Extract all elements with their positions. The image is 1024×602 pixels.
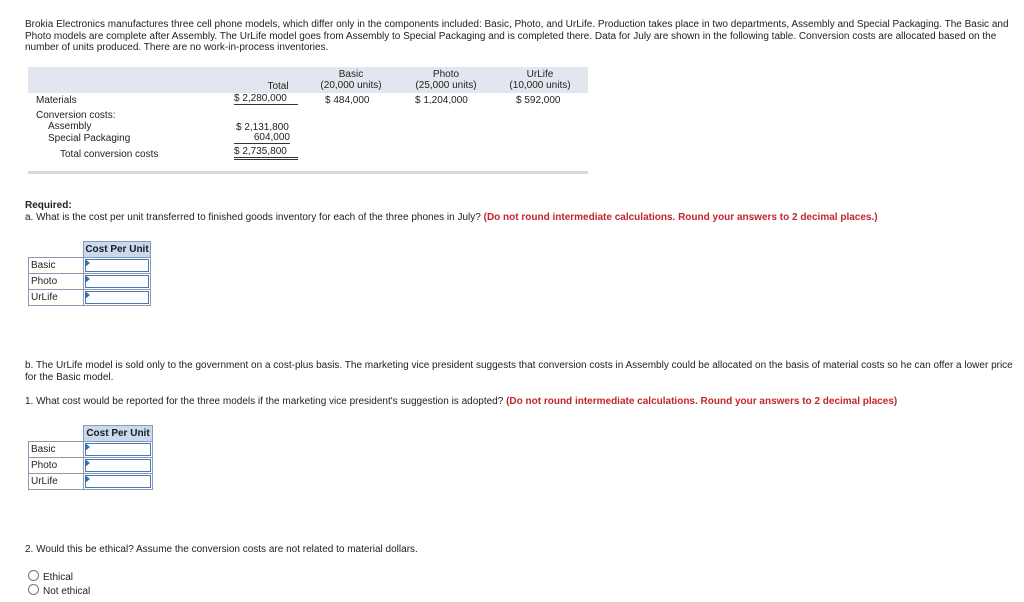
problem-intro: Brokia Electronics manufactures three cell phone models, which differ only in the components included: Basic, Photo, and UrLife. Production takes place in two departments, Assembly and Special Packaging. The Basic and Photo models are complete after Assembly. The UrLife model goes from Assembly to Special Packaging and is completed there. Data for July are shown in the following table. Conversion costs are allocated based on the number of units produced. There are no work-in-process inventories.: [25, 19, 1009, 53]
input-marker-icon: [85, 275, 90, 283]
part-a-photo-input[interactable]: [84, 274, 151, 290]
packaging-total: 604,000: [234, 132, 290, 144]
part-b-basic-input[interactable]: [84, 442, 153, 458]
production-data-table: [28, 67, 588, 174]
col-basic-header: Basic: [338, 69, 364, 80]
radio-not-ethical-label: Not ethical: [43, 586, 91, 597]
input-marker-icon: [85, 475, 90, 483]
part-a-urlife-input[interactable]: [84, 290, 151, 306]
part-b-row-label: Photo: [29, 458, 84, 474]
col-photo-units: (25,000 units): [415, 80, 477, 91]
part-b-photo-input[interactable]: [84, 458, 153, 474]
total-conversion-label: Total conversion costs: [60, 149, 159, 160]
radio-ethical-label: Ethical: [43, 572, 74, 583]
required-section: [25, 200, 878, 224]
radio-not-ethical[interactable]: [28, 584, 90, 598]
part-b-row-label: UrLife: [29, 474, 84, 490]
part-b-urlife-input[interactable]: [84, 474, 153, 490]
radio-ethical[interactable]: [28, 570, 73, 584]
assembly-total: $ 2,131,800: [236, 122, 289, 133]
total-conversion-total: $ 2,735,800: [234, 146, 298, 160]
input-marker-icon: [85, 459, 90, 467]
materials-photo: $ 1,204,000: [415, 95, 468, 106]
part-a-question: a. What is the cost per unit transferred to finished goods inventory for each of the three phones in July?: [25, 212, 481, 223]
part-a-basic-input[interactable]: [84, 258, 151, 274]
col-basic-units: (20,000 units): [320, 80, 382, 91]
col-total-header: Total: [267, 81, 289, 92]
conversion-label: Conversion costs:: [36, 110, 116, 121]
radio-circle-icon[interactable]: [28, 584, 39, 595]
table-row: [29, 474, 153, 490]
radio-circle-icon[interactable]: [28, 570, 39, 581]
required-label: Required:: [25, 200, 72, 211]
table-row: [29, 258, 151, 274]
input-marker-icon: [85, 443, 90, 451]
input-marker-icon: [85, 259, 90, 267]
col-urlife-units: (10,000 units): [509, 80, 571, 91]
assembly-label: Assembly: [48, 121, 92, 132]
input-marker-icon: [85, 291, 90, 299]
table-bottom-rule: [28, 171, 588, 174]
part-a-answer-table: [28, 241, 151, 306]
materials-label: Materials: [36, 95, 77, 106]
part-a-instruction: (Do not round intermediate calculations. Round your answers to 2 decimal places.): [483, 212, 878, 223]
part-b-header: Cost Per Unit: [84, 426, 153, 442]
part-b-answer-table: [28, 425, 153, 490]
part-a-row-label: Photo: [29, 274, 84, 290]
col-urlife-header: UrLife: [526, 69, 554, 80]
packaging-label: Special Packaging: [48, 133, 131, 144]
table-row: [29, 274, 151, 290]
materials-total: $ 2,280,000: [234, 93, 298, 105]
part-a-header: Cost Per Unit: [84, 242, 151, 258]
table-row: [29, 290, 151, 306]
col-photo-header: Photo: [432, 69, 460, 80]
materials-basic: $ 484,000: [325, 95, 370, 106]
table-row: [29, 458, 153, 474]
table-row: [29, 442, 153, 458]
materials-urlife: $ 592,000: [516, 95, 561, 106]
part-a-row-label: UrLife: [29, 290, 84, 306]
part-b-text: b. The UrLife model is sold only to the government on a cost-plus basis. The marketing vice president suggests that conversion costs in Assembly could be allocated on the basis of material costs so he can offer a lower price for the Basic model.: [25, 360, 1013, 383]
part-a-row-label: Basic: [29, 258, 84, 274]
part-b-q1-instruction: (Do not round intermediate calculations. Round your answers to 2 decimal places): [506, 396, 898, 407]
part-b-q1: [25, 396, 897, 408]
part-b-row-label: Basic: [29, 442, 84, 458]
part-b-q1-question: 1. What cost would be reported for the three models if the marketing vice president's suggestion is adopted?: [25, 396, 504, 407]
part-b-q2: 2. Would this be ethical? Assume the conversion costs are not related to material dollars.: [25, 544, 418, 555]
